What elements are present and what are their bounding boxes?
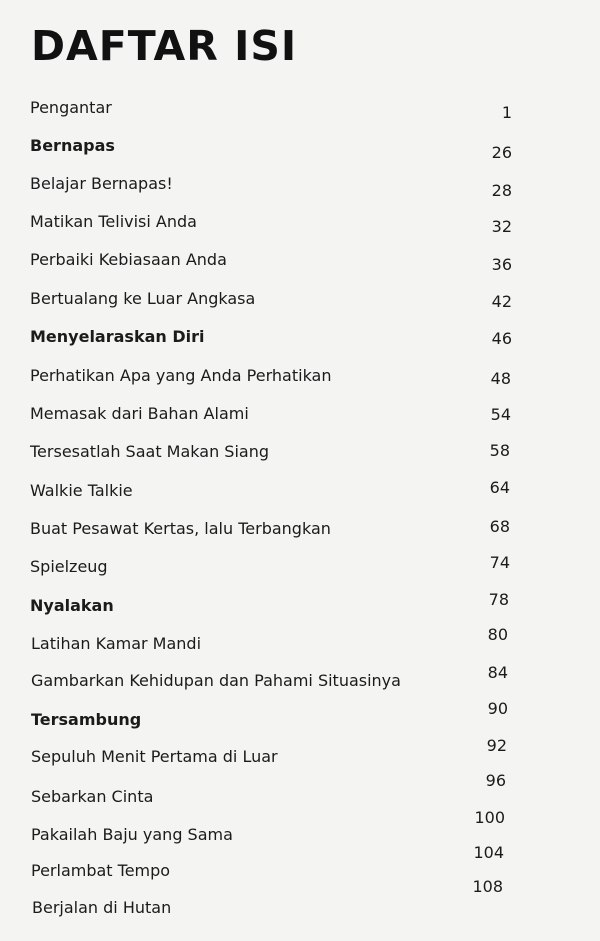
toc-entry-label: Spielzeug xyxy=(30,557,108,576)
toc-entry-page: 36 xyxy=(491,255,512,274)
toc-entry-page: 96 xyxy=(485,771,506,790)
toc-entry-page: 84 xyxy=(487,663,508,682)
page-title: DAFTAR ISI xyxy=(31,22,298,70)
toc-entry-label: Perhatikan Apa yang Anda Perhatikan xyxy=(30,366,332,385)
toc-entry-label: Berjalan di Hutan xyxy=(32,898,172,917)
toc-entry-page: 92 xyxy=(486,736,507,755)
toc-entry-page: 1 xyxy=(501,103,512,122)
toc-entry-label: Pakailah Baju yang Sama xyxy=(31,825,233,844)
toc-entry-label: Bertualang ke Luar Angkasa xyxy=(30,289,256,308)
toc-section-label: Bernapas xyxy=(30,136,115,155)
toc-entry-page: 80 xyxy=(487,625,508,644)
toc-entry-page: 74 xyxy=(489,553,510,572)
toc-entry-label: Belajar Bernapas! xyxy=(30,174,173,193)
toc-entry-label: Perbaiki Kebiasaan Anda xyxy=(30,250,227,269)
toc-entry-label: Tersesatlah Saat Makan Siang xyxy=(30,442,269,461)
toc-entry-page: 78 xyxy=(488,590,509,609)
toc-entry-page: 46 xyxy=(491,329,512,348)
toc-entry-page: 108 xyxy=(472,877,503,896)
toc-entry-page: 68 xyxy=(489,517,510,536)
toc-entry-label: Pengantar xyxy=(30,98,112,117)
toc-entry-label: Latihan Kamar Mandi xyxy=(31,634,202,653)
toc-entry-label: Perlambat Tempo xyxy=(31,861,171,880)
toc-entry-page: 104 xyxy=(473,843,504,862)
toc-entry-page: 90 xyxy=(487,699,508,718)
toc-entry-page: 58 xyxy=(489,441,510,460)
toc-section-label: Tersambung xyxy=(31,710,142,729)
toc-entry-label: Gambarkan Kehidupan dan Pahami Situasinya xyxy=(31,671,401,690)
toc-entry-page: 28 xyxy=(491,181,512,200)
toc-entry-page: 100 xyxy=(474,808,505,827)
toc-entry-page: 48 xyxy=(490,369,511,388)
toc-entry-page: 26 xyxy=(491,143,512,162)
toc-section-label: Menyelaraskan Diri xyxy=(30,327,205,346)
toc-entry-page: 64 xyxy=(489,478,510,497)
toc-entry-label: Buat Pesawat Kertas, lalu Terbangkan xyxy=(30,519,331,538)
toc-entry-label: Memasak dari Bahan Alami xyxy=(30,404,249,423)
toc-entry-label: Matikan Telivisi Anda xyxy=(30,212,197,231)
toc-section-label: Nyalakan xyxy=(30,596,114,615)
toc-entry-page: 32 xyxy=(491,217,512,236)
toc-entry-label: Sepuluh Menit Pertama di Luar xyxy=(31,747,278,766)
toc-entry-label: Walkie Talkie xyxy=(30,481,133,500)
toc-entry-label: Sebarkan Cinta xyxy=(31,787,154,806)
toc-entry-page: 42 xyxy=(491,292,512,311)
toc-entry-page: 54 xyxy=(490,405,511,424)
